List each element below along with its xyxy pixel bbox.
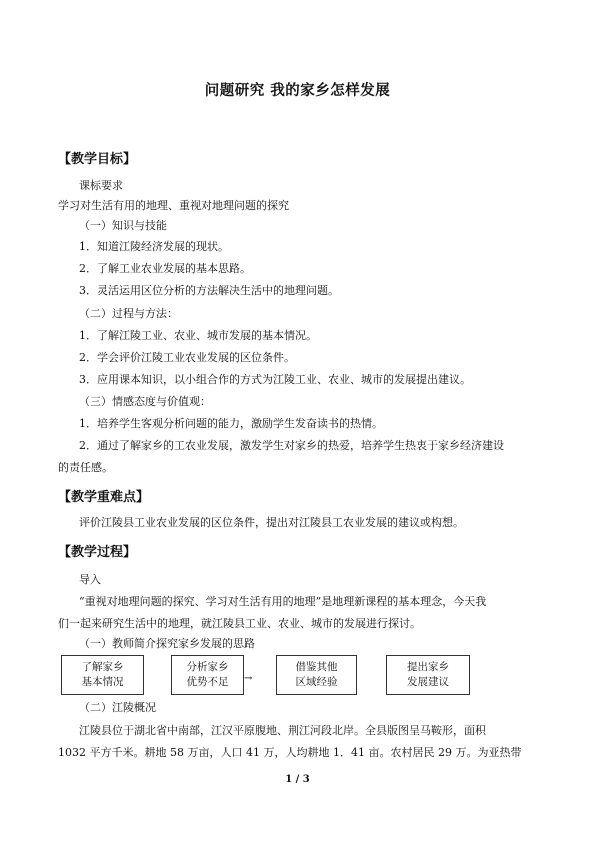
page-title: 问题研究 我的家乡怎样发展	[204, 83, 391, 99]
flow-step-text: 提出家乡	[407, 661, 449, 673]
text-line: （三）情感态度与价值观：	[79, 395, 211, 408]
text-line: 3．应用课本知识，以小组合作的方式为江陵工业、农业、城市的发展提出建议。	[79, 373, 471, 386]
text-line: （二）过程与方法：	[79, 307, 178, 320]
text-line: （一）教师简介探究家乡发展的思路	[79, 637, 255, 650]
text-line: 2．通过了解家乡的工农业发展，激发学生对家乡的热爱，培养学生热衷于家乡经济建设	[79, 439, 504, 452]
text-line: 导入	[79, 573, 101, 586]
section-heading-objectives: 【教学目标】	[58, 152, 137, 167]
text-line: 3．灵活运用区位分析的方法解决生活中的地理问题。	[79, 284, 339, 297]
text-line: 学习对生活有用的地理、重视对地理问题的探究	[58, 199, 289, 212]
text-line: （一）知识与技能	[79, 219, 167, 232]
text-line: 们一起来研究生活中的地理，就江陵县工业、农业、城市的发展进行探讨。	[58, 617, 421, 630]
text-line: 课标要求	[79, 179, 123, 192]
text-line: 的责任感。	[58, 461, 113, 474]
flow-arrow-icon: →	[244, 673, 253, 684]
text-line: “重视对地理问题的探究、学习对生活有用的地理”是地理新课程的基本理念，今天我	[79, 595, 487, 608]
text-line: 1．培养学生客观分析问题的能力，激励学生发奋读书的热情。	[79, 417, 383, 430]
text-line: 1032 平方千米。耕地 58 万亩，人口 41 万，人均耕地 1．41 亩。农村居民 29 万。为亚热带	[58, 746, 522, 759]
flow-step-text: 发展建议	[407, 676, 449, 688]
flow-step-1	[61, 655, 144, 695]
flow-step-2	[171, 655, 244, 695]
text-line: 评价江陵县工业农业发展的区位条件，提出对江陵县工农业发展的建议或构想。	[79, 516, 464, 529]
text-line: 江陵县位于湖北省中南部，江汉平原腹地、荆江河段北岸。全县版图呈马鞍形，面积	[79, 724, 486, 737]
flow-step-text: 区域经验	[295, 676, 338, 688]
flow-step-text: 了解家乡	[81, 661, 124, 673]
flow-step-text: 借鉴其他	[295, 661, 338, 673]
flow-step-text: 基本情况	[81, 676, 124, 688]
text-line: （二）江陵概况	[79, 701, 156, 714]
flow-step-text: 分析家乡	[186, 661, 229, 673]
section-heading-process: 【教学过程】	[58, 545, 137, 560]
flow-step-4	[386, 655, 470, 695]
section-heading-key-points: 【教学重难点】	[58, 490, 150, 505]
text-line: 1．知道江陵经济发展的现状。	[79, 240, 229, 253]
text-line: 2．学会评价江陵工业农业发展的区位条件。	[79, 351, 295, 364]
flow-step-3	[276, 655, 357, 695]
page-number: 1 / 3	[285, 774, 310, 785]
text-line: 2．了解工业农业发展的基本思路。	[79, 262, 251, 275]
text-line: 1．了解江陵工业、农业、城市发展的基本情况。	[79, 329, 317, 342]
flow-step-text: 优势不足	[186, 676, 229, 688]
